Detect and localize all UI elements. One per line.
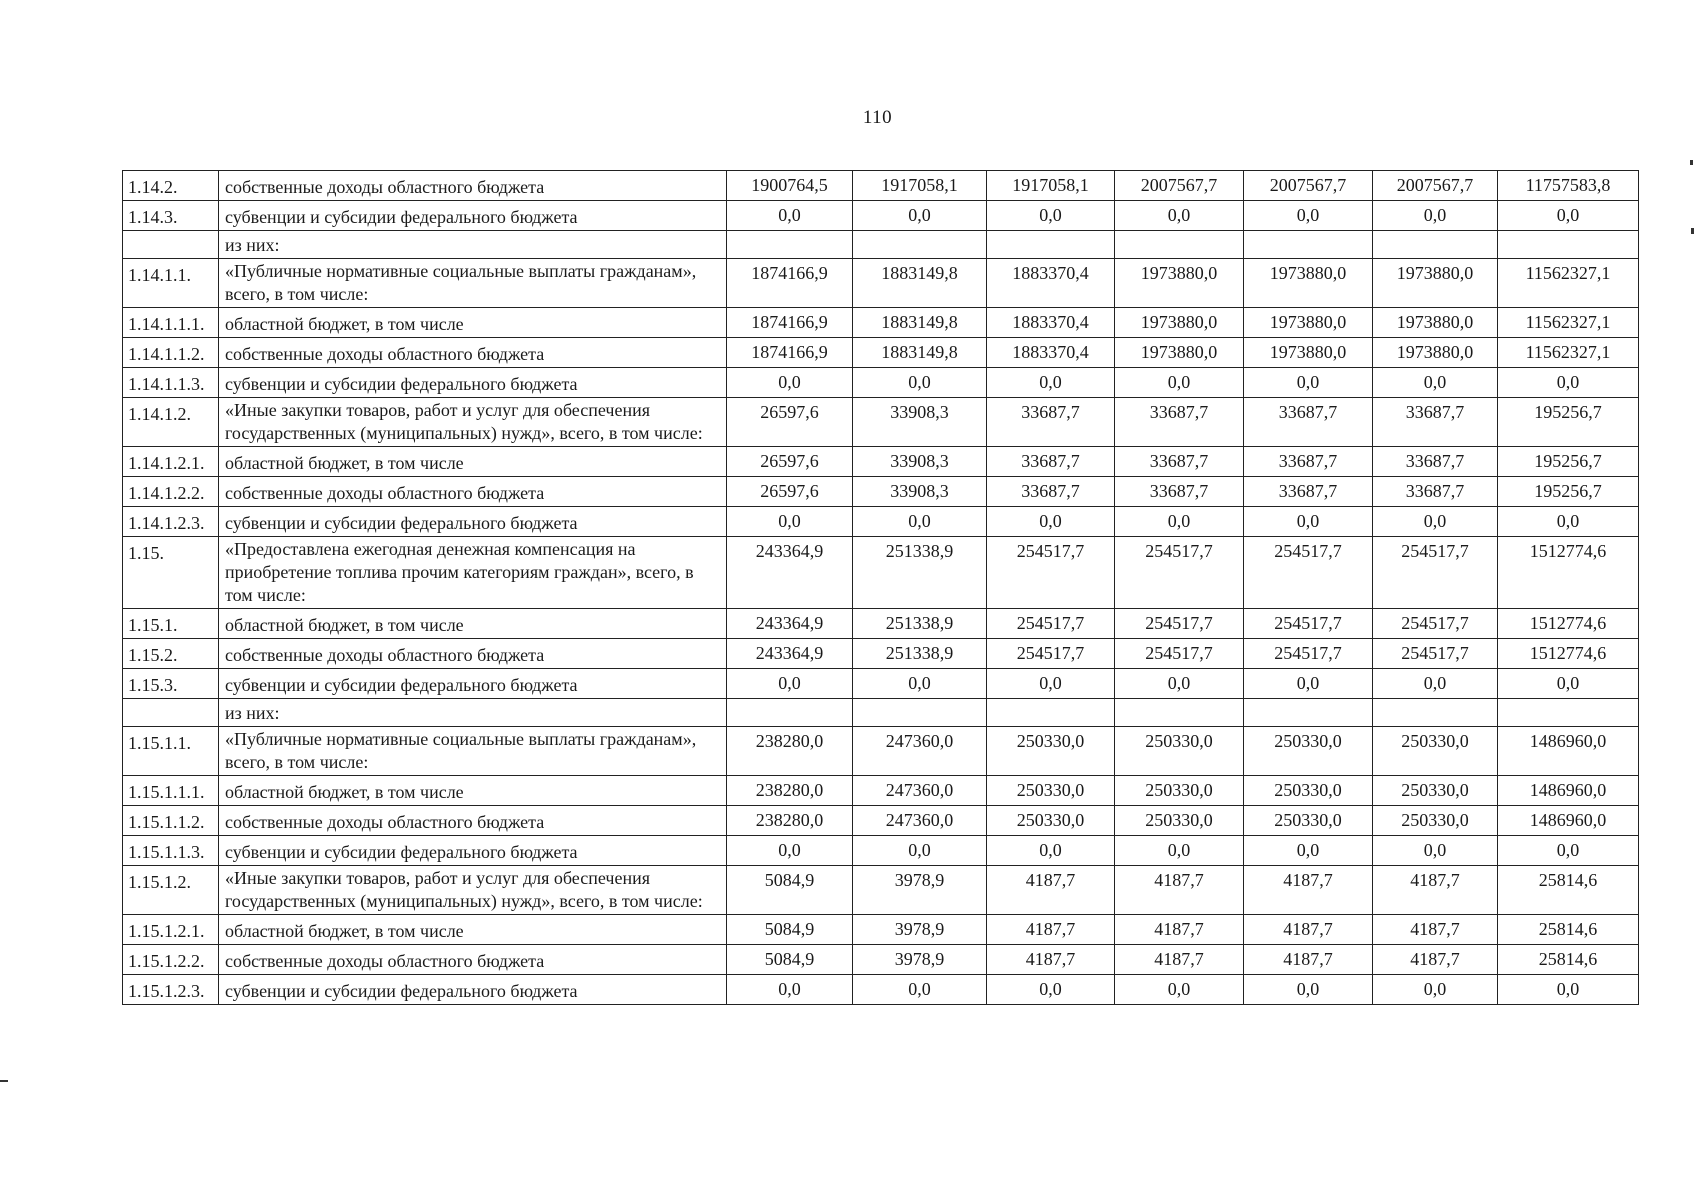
value-cell-year-6: 33687,7 xyxy=(1373,477,1498,507)
value-cell-year-5: 0,0 xyxy=(1244,201,1373,231)
value-cell-year-7: 1512774,6 xyxy=(1498,537,1639,609)
value-cell-year-7: 25814,6 xyxy=(1498,945,1639,975)
value-cell-year-5: 1973880,0 xyxy=(1244,259,1373,308)
value-cell-year-5: 33687,7 xyxy=(1244,447,1373,477)
value-cell-year-7: 195256,7 xyxy=(1498,447,1639,477)
row-code-cell: 1.14.1.2.3. xyxy=(123,507,219,537)
value-cell-year-3: 250330,0 xyxy=(987,806,1115,836)
table-row xyxy=(123,866,1639,915)
value-cell-year-6: 0,0 xyxy=(1373,507,1498,537)
row-code-cell: 1.14.1.1. xyxy=(123,259,219,308)
value-cell-year-5: 0,0 xyxy=(1244,669,1373,699)
row-description-cell: областной бюджет, в том числе xyxy=(219,609,727,639)
value-cell-year-7: 1512774,6 xyxy=(1498,609,1639,639)
value-cell-year-6: 1973880,0 xyxy=(1373,338,1498,368)
value-cell-year-7: 0,0 xyxy=(1498,201,1639,231)
value-cell-year-1 xyxy=(727,231,853,259)
value-cell-year-6: 250330,0 xyxy=(1373,776,1498,806)
row-description-cell: субвенции и субсидии федерального бюджета xyxy=(219,836,727,866)
value-cell-year-5: 0,0 xyxy=(1244,836,1373,866)
table-row xyxy=(123,776,1639,806)
value-cell-year-6: 0,0 xyxy=(1373,669,1498,699)
value-cell-year-7: 11562327,1 xyxy=(1498,338,1639,368)
row-code-cell: 1.15.1.2.3. xyxy=(123,975,219,1005)
value-cell-year-3 xyxy=(987,699,1115,727)
row-description-cell: областной бюджет, в том числе xyxy=(219,915,727,945)
value-cell-year-7: 1486960,0 xyxy=(1498,727,1639,776)
value-cell-year-4: 2007567,7 xyxy=(1115,171,1244,201)
table-row xyxy=(123,806,1639,836)
value-cell-year-3: 0,0 xyxy=(987,368,1115,398)
value-cell-year-4: 4187,7 xyxy=(1115,915,1244,945)
value-cell-year-1: 26597,6 xyxy=(727,447,853,477)
value-cell-year-5: 4187,7 xyxy=(1244,866,1373,915)
row-code-cell: 1.15.1.1.1. xyxy=(123,776,219,806)
row-description-cell: собственные доходы областного бюджета xyxy=(219,945,727,975)
row-description-cell: областной бюджет, в том числе xyxy=(219,308,727,338)
value-cell-year-6: 0,0 xyxy=(1373,836,1498,866)
value-cell-year-5: 4187,7 xyxy=(1244,945,1373,975)
value-cell-year-1: 0,0 xyxy=(727,975,853,1005)
value-cell-year-2: 251338,9 xyxy=(853,639,987,669)
value-cell-year-5 xyxy=(1244,231,1373,259)
value-cell-year-1: 0,0 xyxy=(727,836,853,866)
value-cell-year-7: 0,0 xyxy=(1498,669,1639,699)
value-cell-year-6: 4187,7 xyxy=(1373,915,1498,945)
table-row xyxy=(123,477,1639,507)
table-row xyxy=(123,259,1639,308)
value-cell-year-3: 33687,7 xyxy=(987,398,1115,447)
value-cell-year-7: 195256,7 xyxy=(1498,398,1639,447)
row-code-cell xyxy=(123,231,219,259)
row-description-cell: собственные доходы областного бюджета xyxy=(219,639,727,669)
row-code-cell: 1.15.1. xyxy=(123,609,219,639)
table-row xyxy=(123,669,1639,699)
value-cell-year-3: 1917058,1 xyxy=(987,171,1115,201)
value-cell-year-4: 250330,0 xyxy=(1115,776,1244,806)
row-code-cell: 1.15.1.2.1. xyxy=(123,915,219,945)
table-row xyxy=(123,915,1639,945)
value-cell-year-7: 1486960,0 xyxy=(1498,776,1639,806)
value-cell-year-7 xyxy=(1498,699,1639,727)
value-cell-year-4: 254517,7 xyxy=(1115,537,1244,609)
value-cell-year-5: 250330,0 xyxy=(1244,776,1373,806)
value-cell-year-2: 33908,3 xyxy=(853,398,987,447)
value-cell-year-2: 1883149,8 xyxy=(853,259,987,308)
value-cell-year-2: 0,0 xyxy=(853,975,987,1005)
row-code-cell: 1.15.1.1.2. xyxy=(123,806,219,836)
value-cell-year-4: 254517,7 xyxy=(1115,639,1244,669)
value-cell-year-4: 250330,0 xyxy=(1115,727,1244,776)
row-code-cell: 1.14.1.2.1. xyxy=(123,447,219,477)
row-code-cell: 1.15.3. xyxy=(123,669,219,699)
value-cell-year-1: 238280,0 xyxy=(727,727,853,776)
row-code-cell: 1.15.1.2. xyxy=(123,866,219,915)
value-cell-year-1: 1900764,5 xyxy=(727,171,853,201)
table-row xyxy=(123,398,1639,447)
row-description-cell: субвенции и субсидии федерального бюджета xyxy=(219,507,727,537)
table-row xyxy=(123,368,1639,398)
value-cell-year-5: 33687,7 xyxy=(1244,398,1373,447)
value-cell-year-6 xyxy=(1373,699,1498,727)
value-cell-year-2: 247360,0 xyxy=(853,806,987,836)
value-cell-year-3: 4187,7 xyxy=(987,915,1115,945)
value-cell-year-5: 250330,0 xyxy=(1244,727,1373,776)
value-cell-year-7: 0,0 xyxy=(1498,368,1639,398)
table-row xyxy=(123,308,1639,338)
row-description-cell: «Иные закупки товаров, работ и услуг для обеспечения государственных (муниципальных) нужд», всего, в том числе: xyxy=(219,866,727,915)
value-cell-year-7: 0,0 xyxy=(1498,836,1639,866)
value-cell-year-7: 11562327,1 xyxy=(1498,259,1639,308)
value-cell-year-5: 4187,7 xyxy=(1244,915,1373,945)
value-cell-year-2: 33908,3 xyxy=(853,477,987,507)
value-cell-year-5: 254517,7 xyxy=(1244,609,1373,639)
value-cell-year-1: 243364,9 xyxy=(727,639,853,669)
row-code-cell: 1.14.1.1.2. xyxy=(123,338,219,368)
value-cell-year-6: 0,0 xyxy=(1373,368,1498,398)
table-subheading-row xyxy=(123,231,1639,259)
row-description-cell: собственные доходы областного бюджета xyxy=(219,171,727,201)
row-code-cell: 1.15.1.1.3. xyxy=(123,836,219,866)
edge-mark-left-bottom xyxy=(0,1080,8,1082)
edge-mark-right-top xyxy=(1690,160,1693,165)
value-cell-year-4: 250330,0 xyxy=(1115,806,1244,836)
edge-mark-right-mid xyxy=(1691,228,1694,234)
value-cell-year-4: 33687,7 xyxy=(1115,477,1244,507)
row-description-cell: из них: xyxy=(219,699,727,727)
value-cell-year-2: 1917058,1 xyxy=(853,171,987,201)
value-cell-year-4: 1973880,0 xyxy=(1115,338,1244,368)
value-cell-year-3: 33687,7 xyxy=(987,447,1115,477)
row-code-cell: 1.14.2. xyxy=(123,171,219,201)
value-cell-year-3: 1883370,4 xyxy=(987,338,1115,368)
value-cell-year-5: 1973880,0 xyxy=(1244,338,1373,368)
value-cell-year-1: 26597,6 xyxy=(727,477,853,507)
table-row xyxy=(123,537,1639,609)
value-cell-year-6: 250330,0 xyxy=(1373,806,1498,836)
value-cell-year-1: 1874166,9 xyxy=(727,308,853,338)
row-code-cell xyxy=(123,699,219,727)
value-cell-year-6: 254517,7 xyxy=(1373,639,1498,669)
value-cell-year-7: 0,0 xyxy=(1498,507,1639,537)
value-cell-year-4: 0,0 xyxy=(1115,975,1244,1005)
value-cell-year-4: 33687,7 xyxy=(1115,398,1244,447)
value-cell-year-4: 0,0 xyxy=(1115,201,1244,231)
row-code-cell: 1.15.2. xyxy=(123,639,219,669)
table-body xyxy=(123,171,1639,1005)
value-cell-year-1: 1874166,9 xyxy=(727,338,853,368)
value-cell-year-5: 0,0 xyxy=(1244,975,1373,1005)
value-cell-year-5: 1973880,0 xyxy=(1244,308,1373,338)
value-cell-year-2: 33908,3 xyxy=(853,447,987,477)
value-cell-year-3: 254517,7 xyxy=(987,537,1115,609)
row-description-cell: собственные доходы областного бюджета xyxy=(219,477,727,507)
value-cell-year-7: 1486960,0 xyxy=(1498,806,1639,836)
value-cell-year-6: 0,0 xyxy=(1373,975,1498,1005)
value-cell-year-2: 251338,9 xyxy=(853,537,987,609)
row-description-cell: «Предоставлена ежегодная денежная компенсация на приобретение топлива прочим категориям граждан», всего, в том числе: xyxy=(219,537,727,609)
value-cell-year-1: 5084,9 xyxy=(727,866,853,915)
page-number: 110 xyxy=(862,107,893,128)
value-cell-year-3: 1883370,4 xyxy=(987,308,1115,338)
value-cell-year-5: 0,0 xyxy=(1244,368,1373,398)
value-cell-year-2: 1883149,8 xyxy=(853,308,987,338)
value-cell-year-4: 0,0 xyxy=(1115,669,1244,699)
value-cell-year-3: 0,0 xyxy=(987,975,1115,1005)
value-cell-year-6: 33687,7 xyxy=(1373,447,1498,477)
value-cell-year-4: 0,0 xyxy=(1115,368,1244,398)
value-cell-year-5: 33687,7 xyxy=(1244,477,1373,507)
value-cell-year-1: 0,0 xyxy=(727,368,853,398)
value-cell-year-1: 238280,0 xyxy=(727,806,853,836)
value-cell-year-3: 0,0 xyxy=(987,836,1115,866)
value-cell-year-1: 0,0 xyxy=(727,201,853,231)
value-cell-year-7: 11562327,1 xyxy=(1498,308,1639,338)
row-description-cell: собственные доходы областного бюджета xyxy=(219,806,727,836)
value-cell-year-5: 254517,7 xyxy=(1244,537,1373,609)
value-cell-year-2 xyxy=(853,231,987,259)
table-row xyxy=(123,945,1639,975)
table-row xyxy=(123,727,1639,776)
value-cell-year-6: 4187,7 xyxy=(1373,866,1498,915)
value-cell-year-2: 247360,0 xyxy=(853,776,987,806)
value-cell-year-4: 1973880,0 xyxy=(1115,308,1244,338)
value-cell-year-6: 1973880,0 xyxy=(1373,259,1498,308)
table-row xyxy=(123,609,1639,639)
value-cell-year-3: 254517,7 xyxy=(987,639,1115,669)
value-cell-year-2: 3978,9 xyxy=(853,945,987,975)
table-row xyxy=(123,639,1639,669)
value-cell-year-2: 3978,9 xyxy=(853,866,987,915)
value-cell-year-3: 0,0 xyxy=(987,507,1115,537)
row-code-cell: 1.15.1.2.2. xyxy=(123,945,219,975)
value-cell-year-4: 0,0 xyxy=(1115,836,1244,866)
value-cell-year-3: 0,0 xyxy=(987,201,1115,231)
row-description-cell: субвенции и субсидии федерального бюджета xyxy=(219,975,727,1005)
value-cell-year-3 xyxy=(987,231,1115,259)
value-cell-year-3: 1883370,4 xyxy=(987,259,1115,308)
value-cell-year-1: 5084,9 xyxy=(727,915,853,945)
value-cell-year-1: 0,0 xyxy=(727,669,853,699)
value-cell-year-5: 250330,0 xyxy=(1244,806,1373,836)
value-cell-year-4: 4187,7 xyxy=(1115,945,1244,975)
value-cell-year-6: 254517,7 xyxy=(1373,537,1498,609)
row-description-cell: собственные доходы областного бюджета xyxy=(219,338,727,368)
value-cell-year-5 xyxy=(1244,699,1373,727)
value-cell-year-7: 25814,6 xyxy=(1498,866,1639,915)
table-row xyxy=(123,201,1639,231)
value-cell-year-4: 33687,7 xyxy=(1115,447,1244,477)
value-cell-year-1: 243364,9 xyxy=(727,537,853,609)
value-cell-year-2: 0,0 xyxy=(853,669,987,699)
value-cell-year-2: 1883149,8 xyxy=(853,338,987,368)
value-cell-year-7: 195256,7 xyxy=(1498,477,1639,507)
value-cell-year-2: 0,0 xyxy=(853,836,987,866)
value-cell-year-3: 4187,7 xyxy=(987,866,1115,915)
value-cell-year-3: 4187,7 xyxy=(987,945,1115,975)
value-cell-year-1: 238280,0 xyxy=(727,776,853,806)
value-cell-year-4: 1973880,0 xyxy=(1115,259,1244,308)
value-cell-year-2: 251338,9 xyxy=(853,609,987,639)
value-cell-year-6: 33687,7 xyxy=(1373,398,1498,447)
value-cell-year-6: 2007567,7 xyxy=(1373,171,1498,201)
value-cell-year-5: 2007567,7 xyxy=(1244,171,1373,201)
value-cell-year-2: 0,0 xyxy=(853,368,987,398)
value-cell-year-4: 0,0 xyxy=(1115,507,1244,537)
value-cell-year-6: 250330,0 xyxy=(1373,727,1498,776)
row-code-cell: 1.14.1.1.1. xyxy=(123,308,219,338)
row-description-cell: «Публичные нормативные социальные выплаты гражданам», всего, в том числе: xyxy=(219,259,727,308)
value-cell-year-7: 0,0 xyxy=(1498,975,1639,1005)
value-cell-year-7 xyxy=(1498,231,1639,259)
row-description-cell: субвенции и субсидии федерального бюджета xyxy=(219,201,727,231)
row-description-cell: областной бюджет, в том числе xyxy=(219,447,727,477)
table-subheading-row xyxy=(123,699,1639,727)
value-cell-year-1: 243364,9 xyxy=(727,609,853,639)
value-cell-year-6: 4187,7 xyxy=(1373,945,1498,975)
value-cell-year-6: 0,0 xyxy=(1373,201,1498,231)
value-cell-year-6: 254517,7 xyxy=(1373,609,1498,639)
value-cell-year-4 xyxy=(1115,699,1244,727)
value-cell-year-1: 0,0 xyxy=(727,507,853,537)
row-description-cell: субвенции и субсидии федерального бюджета xyxy=(219,368,727,398)
value-cell-year-7: 11757583,8 xyxy=(1498,171,1639,201)
row-code-cell: 1.15. xyxy=(123,537,219,609)
table-row xyxy=(123,338,1639,368)
value-cell-year-3: 0,0 xyxy=(987,669,1115,699)
value-cell-year-4: 4187,7 xyxy=(1115,866,1244,915)
budget-table xyxy=(122,170,1639,1005)
value-cell-year-5: 254517,7 xyxy=(1244,639,1373,669)
value-cell-year-2: 247360,0 xyxy=(853,727,987,776)
value-cell-year-2: 0,0 xyxy=(853,201,987,231)
row-code-cell: 1.14.1.2. xyxy=(123,398,219,447)
value-cell-year-1: 1874166,9 xyxy=(727,259,853,308)
row-code-cell: 1.14.1.1.3. xyxy=(123,368,219,398)
value-cell-year-3: 250330,0 xyxy=(987,727,1115,776)
value-cell-year-4 xyxy=(1115,231,1244,259)
row-description-cell: «Публичные нормативные социальные выплаты гражданам», всего, в том числе: xyxy=(219,727,727,776)
value-cell-year-2: 0,0 xyxy=(853,507,987,537)
value-cell-year-6 xyxy=(1373,231,1498,259)
value-cell-year-1: 26597,6 xyxy=(727,398,853,447)
row-code-cell: 1.14.3. xyxy=(123,201,219,231)
value-cell-year-3: 33687,7 xyxy=(987,477,1115,507)
row-code-cell: 1.14.1.2.2. xyxy=(123,477,219,507)
row-description-cell: «Иные закупки товаров, работ и услуг для обеспечения государственных (муниципальных) нужд», всего, в том числе: xyxy=(219,398,727,447)
value-cell-year-2: 3978,9 xyxy=(853,915,987,945)
table-row xyxy=(123,447,1639,477)
table-row xyxy=(123,507,1639,537)
value-cell-year-7: 1512774,6 xyxy=(1498,639,1639,669)
row-description-cell: областной бюджет, в том числе xyxy=(219,776,727,806)
value-cell-year-5: 0,0 xyxy=(1244,507,1373,537)
row-code-cell: 1.15.1.1. xyxy=(123,727,219,776)
value-cell-year-3: 250330,0 xyxy=(987,776,1115,806)
value-cell-year-1 xyxy=(727,699,853,727)
row-description-cell: субвенции и субсидии федерального бюджета xyxy=(219,669,727,699)
table-row xyxy=(123,836,1639,866)
value-cell-year-4: 254517,7 xyxy=(1115,609,1244,639)
value-cell-year-3: 254517,7 xyxy=(987,609,1115,639)
value-cell-year-7: 25814,6 xyxy=(1498,915,1639,945)
table-row xyxy=(123,171,1639,201)
table-row xyxy=(123,975,1639,1005)
row-description-cell: из них: xyxy=(219,231,727,259)
value-cell-year-6: 1973880,0 xyxy=(1373,308,1498,338)
value-cell-year-2 xyxy=(853,699,987,727)
value-cell-year-1: 5084,9 xyxy=(727,945,853,975)
